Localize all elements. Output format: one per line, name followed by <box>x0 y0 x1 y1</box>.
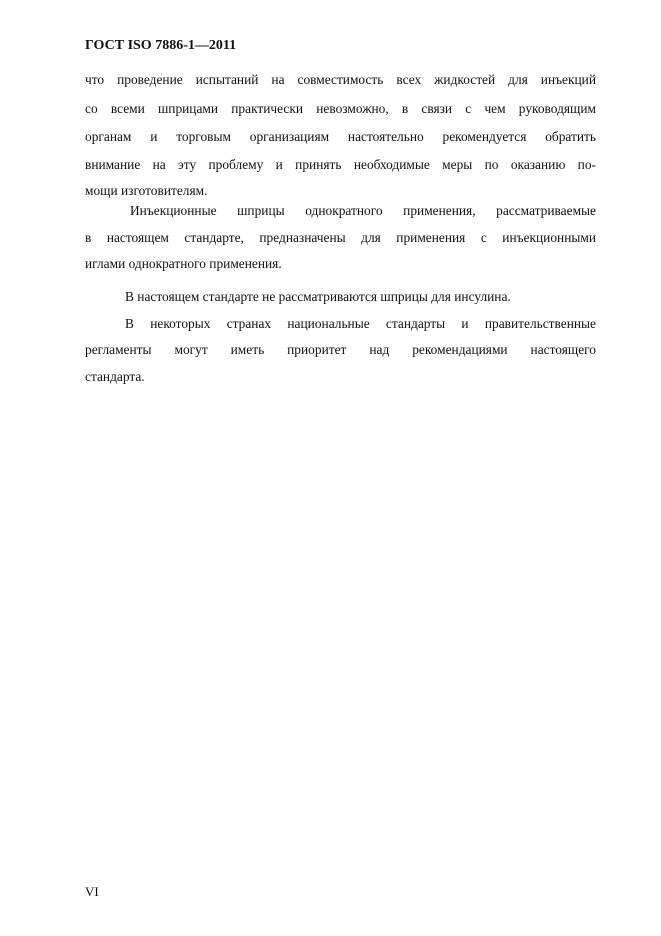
document-header: ГОСТ ISO 7886-1—2011 <box>85 38 237 53</box>
page-number: VI <box>85 884 99 899</box>
paragraph-line: В настоящем стандарте не рассматриваются шприцы для инсулина. <box>125 289 511 304</box>
paragraph-line: что проведение испытаний на совместимость всех жидкостей для инъекций <box>85 72 596 87</box>
paragraph-line: Инъекционные шприцы однократного применения, рассматриваемые <box>130 203 596 218</box>
paragraph-line: в настоящем стандарте, предназначены для применения с инъекционными <box>85 230 596 245</box>
paragraph-line: иглами однократного применения. <box>85 256 282 271</box>
paragraph-line: В некоторых странах национальные стандарты и правительственные <box>125 316 596 331</box>
paragraph-line: регламенты могут иметь приоритет над рекомендациями настоящего <box>85 342 596 357</box>
paragraph-line: внимание на эту проблему и принять необходимые меры по оказанию по- <box>85 157 596 172</box>
paragraph-line: со всеми шприцами практически невозможно, в связи с чем руководящим <box>85 101 596 116</box>
paragraph-line: стандарта. <box>85 369 145 384</box>
paragraph-line: органам и торговым организациям настоятельно рекомендуется обратить <box>85 129 596 144</box>
paragraph-line: мощи изготовителям. <box>85 183 208 198</box>
